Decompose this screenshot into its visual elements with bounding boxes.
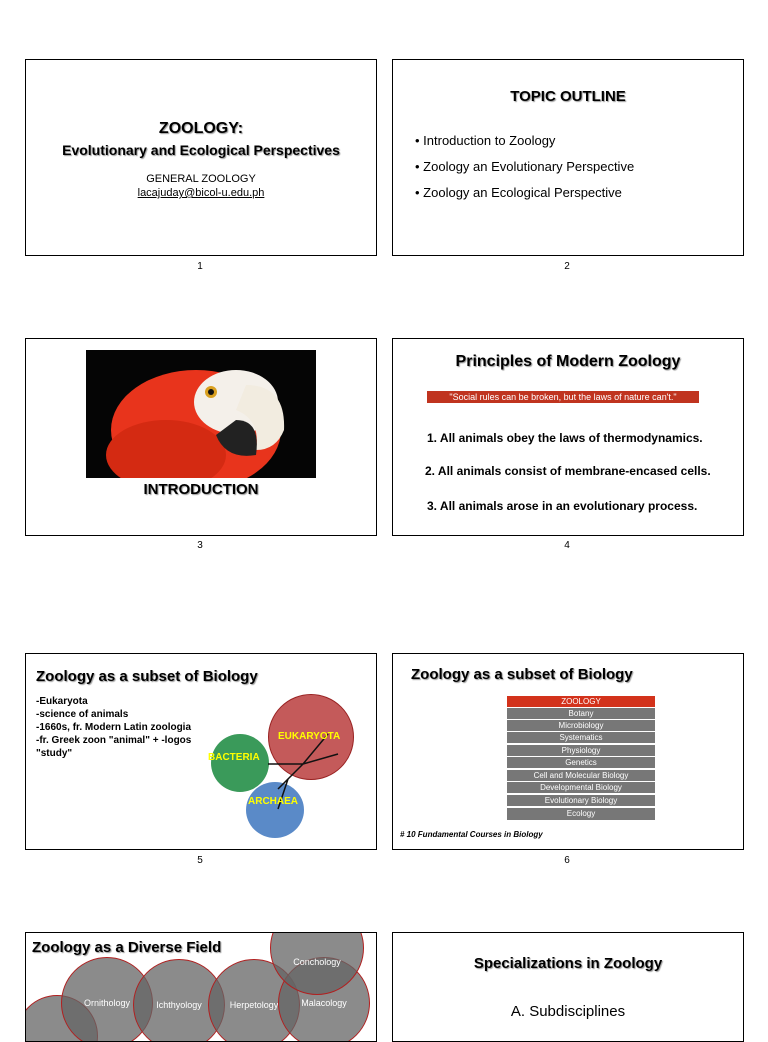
- bacteria-label: BACTERIA: [208, 752, 260, 763]
- slide-title: Zoology as a Diverse Field: [32, 939, 222, 956]
- field-label: Ichthyology: [156, 1000, 202, 1010]
- slide-7: [25, 932, 377, 1042]
- archaea-label: ARCHAEA: [248, 796, 298, 807]
- field-label: Herpetology: [229, 1000, 279, 1010]
- slide-title: TOPIC OUTLINE: [510, 88, 626, 105]
- page-number: 5: [197, 855, 203, 866]
- slide-2: [392, 59, 744, 256]
- page-number: 6: [564, 855, 570, 866]
- page-number: 3: [197, 540, 203, 551]
- page-number: 2: [564, 261, 570, 272]
- slide-6: [392, 653, 744, 850]
- field-label: Ornithology: [83, 998, 131, 1008]
- principle-item: 2. All animals consist of membrane-encased cells.: [425, 464, 711, 478]
- eukaryota-label: EUKARYOTA: [278, 731, 341, 742]
- slide-subtitle: Evolutionary and Ecological Perspectives: [62, 142, 340, 158]
- slide-4: [392, 338, 744, 536]
- slide-title: Zoology as a subset of Biology: [36, 668, 258, 685]
- slide-title: INTRODUCTION: [143, 481, 259, 498]
- page-number: 4: [564, 540, 570, 551]
- slide-5: [25, 653, 377, 850]
- tree-branches: [208, 694, 358, 844]
- slide-8: [392, 932, 744, 1042]
- text-line: -science of animals: [36, 709, 129, 720]
- course-bar: Genetics: [507, 757, 655, 769]
- course-bar: Systematics: [507, 732, 655, 744]
- field-label: Conchology: [293, 957, 341, 967]
- course-bar: Botany: [507, 708, 655, 720]
- bullet-item: • Zoology an Evolutionary Perspective: [415, 159, 635, 174]
- course-name: GENERAL ZOOLOGY: [146, 173, 256, 185]
- principle-item: 3. All animals arose in an evolutionary process.: [427, 499, 698, 513]
- email-link[interactable]: lacajuday@bicol-u.edu.ph: [137, 187, 265, 199]
- slide-title: Principles of Modern Zoology: [455, 353, 681, 370]
- slide-1: [25, 59, 377, 256]
- quote-text: "Social rules can be broken, but the laws of nature can't.": [449, 392, 677, 402]
- bullet-item: • Introduction to Zoology: [415, 133, 556, 148]
- footnote: # 10 Fundamental Courses in Biology: [400, 830, 543, 839]
- quote-banner: [427, 391, 699, 403]
- text-line: "study": [36, 748, 73, 759]
- slide-title: Zoology as a subset of Biology: [411, 666, 633, 683]
- page-number: 1: [197, 261, 203, 272]
- text-line: -1660s, fr. Modern Latin zoologia: [36, 722, 192, 733]
- parrot-photo: [86, 350, 316, 478]
- field-label: Malacology: [301, 998, 347, 1008]
- slide-title: Specializations in Zoology: [473, 955, 663, 972]
- text-line: -Eukaryota: [36, 696, 88, 707]
- slide-title: ZOOLOGY:: [158, 120, 244, 137]
- bullet-item: • Zoology an Ecological Perspective: [415, 185, 622, 200]
- course-bar: Microbiology: [507, 720, 655, 732]
- tree-of-life-diagram: [208, 694, 358, 844]
- course-bar: Developmental Biology: [507, 782, 655, 794]
- course-bar: Cell and Molecular Biology: [507, 770, 655, 782]
- slide-3: [25, 338, 377, 536]
- course-bar: Ecology: [507, 808, 655, 821]
- slide-subtitle: A. Subdisciplines: [510, 1003, 626, 1020]
- principle-item: 1. All animals obey the laws of thermodynamics.: [427, 431, 703, 445]
- text-line: -fr. Greek zoon "animal" + -logos: [36, 735, 192, 746]
- course-bar: Evolutionary Biology: [507, 795, 655, 807]
- course-bar: Physiology: [507, 745, 655, 757]
- course-bar: ZOOLOGY: [507, 696, 655, 708]
